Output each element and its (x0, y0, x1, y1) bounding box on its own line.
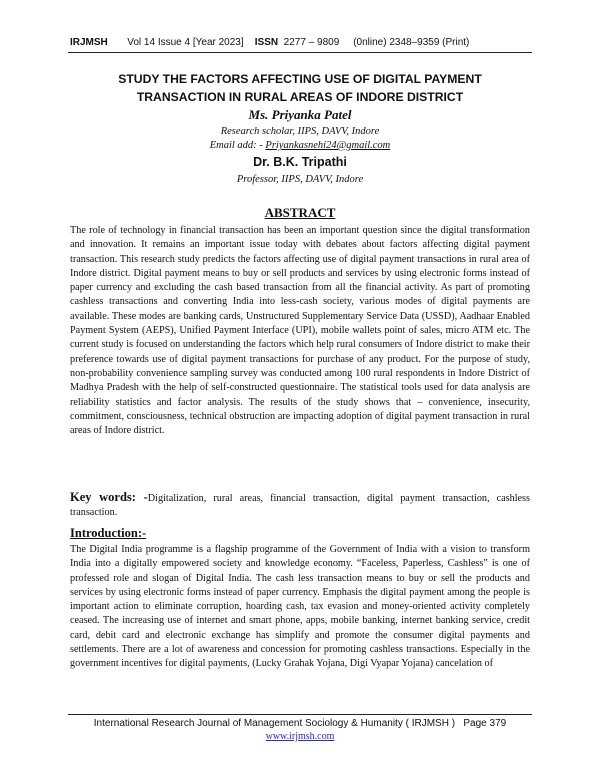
issn-print: 2277 – 9809 (283, 37, 340, 48)
issn-online: (0nline) 2348–9359 (Print) (353, 37, 470, 48)
journal-abbrev: IRJMSH (70, 37, 108, 48)
keywords-label: Key words: - (70, 490, 148, 504)
author-1-name: Ms. Priyanka Patel (248, 107, 352, 122)
email-prefix: Email add: - (209, 140, 266, 151)
title-line-2: TRANSACTION IN RURAL AREAS OF INDORE DISTRICT (136, 90, 464, 104)
footer-journal-name: International Research Journal of Management Sociology & Humanity ( IRJMSH ) (93, 718, 456, 729)
author-2-affiliation: Professor, IIPS, DAVV, Indore (236, 174, 364, 185)
journal-website-link[interactable]: www.irjmsh.com (265, 731, 335, 742)
introduction-body: The Digital India programme is a flagship programme of the Government of India with a vision to transform India into a digitally empowered society and knowledge economy. “Faceless, Paperless, Cashless” is one of professed role and slogan of Digital India. The cash less transaction means to buy or sell the products and services by using electronic forms instead of paper currency. Emphasis the digital payment among the people is important action to eliminate corruption, hoarding cash, tax evasion and money-oriented activity completely ceased. The increasing use of internet and smart phone, apps, mobile banking, internet banking service, credit card, debit card and electronic exchange has simplify and promote the consumer digital payments and settlements. There are a lot of awareness and concession for promoting cashless transactions. Especially in the government incentives for digital payments, (Lucky Grahak Yojana, Digi Vyapar Yojana) cancelation of (70, 544, 530, 670)
footer (70, 718, 530, 729)
introduction-heading: Introduction:- (70, 526, 147, 540)
page-number: Page 379 (463, 718, 507, 729)
keywords (70, 490, 530, 521)
author-1-email-link[interactable]: Priyankasnehi24@gmail.com (265, 140, 391, 151)
issue-info: Vol 14 Issue 4 [Year 2023] (127, 37, 244, 48)
abstract-body: The role of technology in financial transaction has been an important question since the digital transformation and innovation. It remains an important issue today with debates about factors affecting digital payment transaction. This research study predicts the factors affecting use of digital payment transactions in rural area of Indore district. Digital payment means to buy or sell products and services by using electronic forms instead of paper currency and excluding the cash based transaction from all the financial activity. As part of promoting cashless transactions and converting India into less-cash society, various modes of digital payments are available. These modes are banking cards, Unstructured Supplementary Service Data (USSD), Aadhaar Enabled Payment System (AEPS), Unified Payment Interface (UPI), mobile wallets point of sales, micro ATM etc. The current study is focused on understanding the factors which help rural consumers of Indore district to make their preference towards use of digital payment transactions for purchase of any product. For the purpose of study, non-probability convenience sampling survey was conducted among 100 rural respondents in Indore District of Madhya Pradesh with the help of self-constructed questionnaire. The statistical tools used for data analysis are reliability statistics and factor analysis. The results of the study shows that – convenience, insecurity, commitment, consciousness, technical obstruction are impacting adoption of digital payment transaction in rural areas of Indore district. (70, 225, 530, 437)
title-line-1: STUDY THE FACTORS AFFECTING USE OF DIGITAL PAYMENT (118, 72, 482, 86)
footer-divider (68, 714, 532, 715)
header-divider (68, 52, 532, 53)
issn-label: ISSN (254, 37, 279, 48)
running-head (70, 37, 530, 48)
paper-title (70, 70, 530, 106)
author-1-affiliation: Research scholar, IIPS, DAVV, Indore (220, 126, 380, 137)
keywords-text: Digitalization, rural areas, financial transaction, digital payment transaction, cashless transaction. (70, 493, 530, 519)
author-1-email-line (70, 140, 530, 151)
author-2-name: Dr. B.K. Tripathi (253, 155, 347, 169)
abstract-heading: ABSTRACT (264, 205, 336, 220)
